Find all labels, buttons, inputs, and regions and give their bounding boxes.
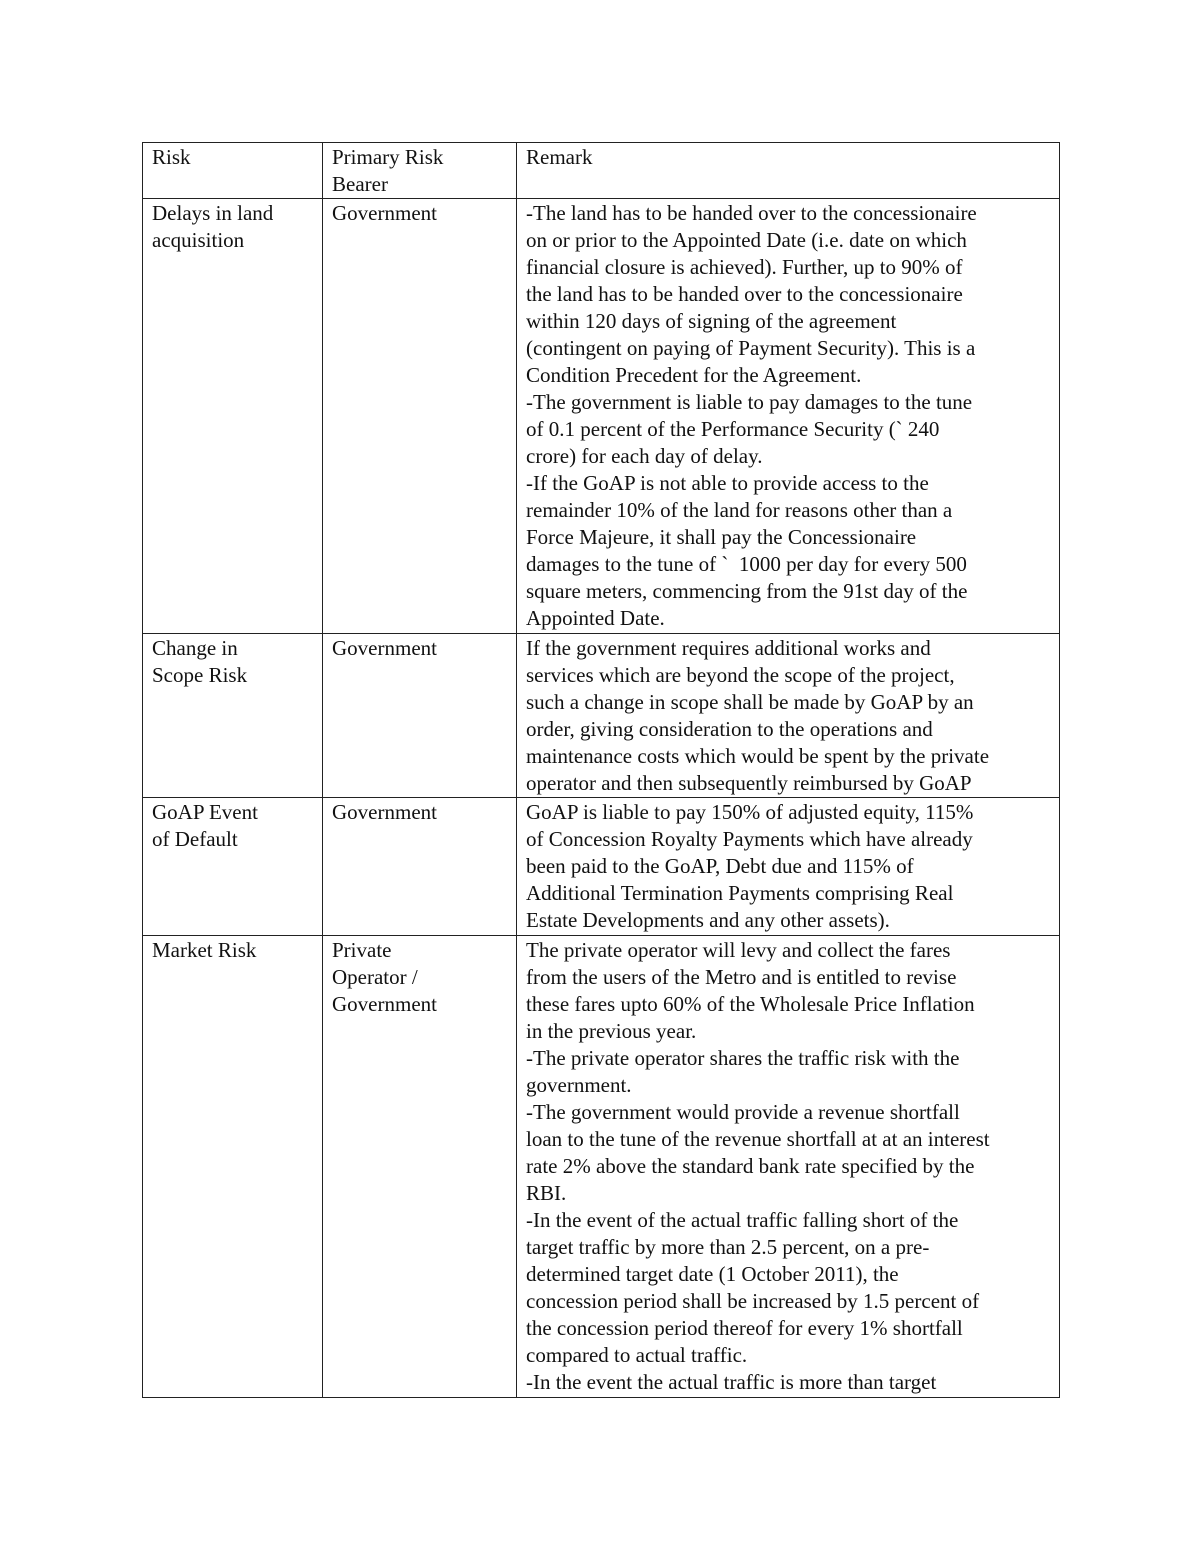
text-line: of 0.1 percent of the Performance Security (` 240 bbox=[526, 417, 940, 441]
text-line: -The private operator shares the traffic risk with the bbox=[526, 1046, 960, 1070]
cell-risk bbox=[143, 634, 323, 798]
risk-table-body bbox=[143, 143, 1060, 1398]
cell-remark bbox=[517, 199, 1060, 634]
table-header-row bbox=[143, 143, 1060, 199]
text-line: Market Risk bbox=[152, 938, 257, 962]
text-line: within 120 days of signing of the agreement bbox=[526, 309, 897, 333]
text-line: Primary Risk bbox=[332, 145, 444, 169]
text-line: in the previous year. bbox=[526, 1019, 697, 1043]
text-line: (contingent on paying of Payment Security). This is a bbox=[526, 336, 976, 360]
cell-bearer bbox=[323, 798, 517, 936]
text-line: crore) for each day of delay. bbox=[526, 444, 763, 468]
text-line: square meters, commencing from the 91st day of the bbox=[526, 579, 968, 603]
text-line: Government bbox=[332, 992, 437, 1016]
cell-risk bbox=[143, 798, 323, 936]
text-line: Risk bbox=[152, 145, 191, 169]
cell-risk bbox=[143, 936, 323, 1398]
text-line: been paid to the GoAP, Debt due and 115% of bbox=[526, 854, 914, 878]
text-line: the concession period thereof for every 1% shortfall bbox=[526, 1316, 963, 1340]
text-line: Additional Termination Payments comprising Real bbox=[526, 881, 954, 905]
text-line: Delays in land bbox=[152, 201, 274, 225]
text-line: of Concession Royalty Payments which have already bbox=[526, 827, 973, 851]
text-line: maintenance costs which would be spent by the private bbox=[526, 744, 990, 768]
text-line: Change in bbox=[152, 636, 238, 660]
text-line: target traffic by more than 2.5 percent, on a pre- bbox=[526, 1235, 930, 1259]
text-line: financial closure is achieved). Further, up to 90% of bbox=[526, 255, 963, 279]
table-row bbox=[143, 936, 1060, 1398]
cell-bearer bbox=[323, 634, 517, 798]
table-row bbox=[143, 199, 1060, 634]
text-line: rate 2% above the standard bank rate specified by the bbox=[526, 1154, 975, 1178]
header-risk bbox=[143, 143, 323, 199]
text-line: -In the event the actual traffic is more than target bbox=[526, 1370, 937, 1394]
cell-risk bbox=[143, 199, 323, 634]
text-line: damages to the tune of ` 1000 per day for every 500 bbox=[526, 552, 967, 576]
risk-allocation-table bbox=[142, 142, 1060, 1398]
text-line: these fares upto 60% of the Wholesale Price Inflation bbox=[526, 992, 975, 1016]
cell-bearer bbox=[323, 199, 517, 634]
text-line: Bearer bbox=[332, 172, 388, 196]
text-line: If the government requires additional works and bbox=[526, 636, 931, 660]
text-line: RBI. bbox=[526, 1181, 567, 1205]
text-line: GoAP is liable to pay 150% of adjusted equity, 115% bbox=[526, 800, 974, 824]
text-line: Appointed Date. bbox=[526, 606, 665, 630]
cell-remark bbox=[517, 798, 1060, 936]
cell-remark bbox=[517, 936, 1060, 1398]
text-line: the land has to be handed over to the concessionaire bbox=[526, 282, 963, 306]
text-line: -If the GoAP is not able to provide access to the bbox=[526, 471, 929, 495]
text-line: -The land has to be handed over to the concessionaire bbox=[526, 201, 977, 225]
text-line: loan to the tune of the revenue shortfall at at an interest bbox=[526, 1127, 990, 1151]
text-line: Condition Precedent for the Agreement. bbox=[526, 363, 862, 387]
text-line: Government bbox=[332, 201, 437, 225]
text-line: government. bbox=[526, 1073, 632, 1097]
text-line: Scope Risk bbox=[152, 663, 248, 687]
text-line: Operator / bbox=[332, 965, 418, 989]
text-line: acquisition bbox=[152, 228, 245, 252]
header-remark bbox=[517, 143, 1060, 199]
text-line: such a change in scope shall be made by GoAP by an bbox=[526, 690, 974, 714]
text-line: Private bbox=[332, 938, 392, 962]
text-line: determined target date (1 October 2011), the bbox=[526, 1262, 899, 1286]
text-line: Force Majeure, it shall pay the Concessionaire bbox=[526, 525, 917, 549]
text-line: of Default bbox=[152, 827, 238, 851]
text-line: GoAP Event bbox=[152, 800, 258, 824]
text-line: remainder 10% of the land for reasons other than a bbox=[526, 498, 953, 522]
text-line: from the users of the Metro and is entitled to revise bbox=[526, 965, 957, 989]
text-line: services which are beyond the scope of the project, bbox=[526, 663, 955, 687]
text-line: Government bbox=[332, 800, 437, 824]
text-line: Government bbox=[332, 636, 437, 660]
text-line: order, giving consideration to the operations and bbox=[526, 717, 933, 741]
text-line: -The government would provide a revenue shortfall bbox=[526, 1100, 960, 1124]
text-line: concession period shall be increased by 1.5 percent of bbox=[526, 1289, 980, 1313]
text-line: The private operator will levy and collect the fares bbox=[526, 938, 951, 962]
text-line: -In the event of the actual traffic falling short of the bbox=[526, 1208, 959, 1232]
cell-bearer bbox=[323, 936, 517, 1398]
text-line: on or prior to the Appointed Date (i.e. date on which bbox=[526, 228, 967, 252]
text-line: compared to actual traffic. bbox=[526, 1343, 748, 1367]
text-line: Remark bbox=[526, 145, 593, 169]
cell-remark bbox=[517, 634, 1060, 798]
header-primary-risk-bearer bbox=[323, 143, 517, 199]
text-line: operator and then subsequently reimbursed by GoAP bbox=[526, 771, 972, 795]
table-row bbox=[143, 634, 1060, 798]
text-line: Estate Developments and any other assets). bbox=[526, 908, 890, 932]
table-row bbox=[143, 798, 1060, 936]
text-line: -The government is liable to pay damages to the tune bbox=[526, 390, 973, 414]
